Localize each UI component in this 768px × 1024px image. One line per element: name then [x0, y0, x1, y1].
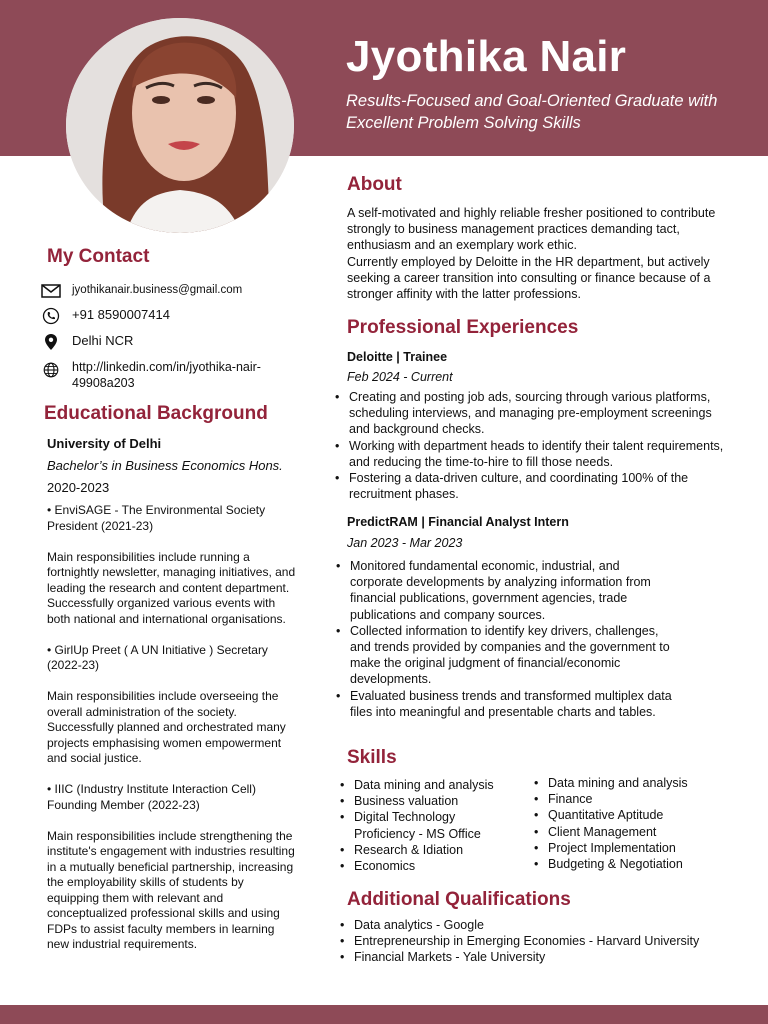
tagline: Results-Focused and Goal-Oriented Graduate with Excellent Problem Solving Skills — [346, 92, 718, 132]
job-date: Jan 2023 - Mar 2023 — [347, 536, 463, 550]
education-years: 2020-2023 — [47, 480, 110, 495]
contact-linkedin[interactable]: http://linkedin.com/in/jyothika-nair-49908a203 — [72, 360, 261, 390]
experience-title: Professional Experiences — [347, 317, 579, 338]
qualification-item: • Data analytics - Google — [334, 917, 744, 933]
mail-icon — [40, 282, 62, 300]
contact-location-row — [40, 333, 292, 351]
contact-email-row — [40, 282, 292, 300]
skill-item: • Digital Technology Proficiency - MS Office — [334, 809, 519, 841]
job-title: Deloitte | Trainee — [347, 350, 448, 364]
skill-item: • Data mining and analysis — [334, 777, 519, 793]
job-title: PredictRAM | Financial Analyst Intern — [347, 515, 569, 529]
footer-band — [0, 1005, 768, 1024]
skill-item: • Quantitative Aptitude — [528, 807, 728, 823]
skill-item: • Client Management — [528, 824, 728, 840]
job-bullet: • Collected information to identify key drivers, challenges, and trends provided by companies and the government to make the original judgment of financial/economic developments. — [332, 623, 672, 688]
education-degree: Bachelor’s in Business Economics Hons. — [47, 458, 283, 473]
job-date: Feb 2024 - Current — [347, 370, 453, 384]
skill-item: • Finance — [528, 791, 728, 807]
contact-linkedin-row — [40, 359, 272, 391]
phone-icon — [40, 307, 62, 325]
job-bullet: • Fostering a data-driven culture, and coordinating 100% of the recruitment phases. — [331, 470, 726, 502]
contact-location: Delhi NCR — [72, 333, 134, 348]
education-block — [47, 436, 297, 953]
activity-detail: Main responsibilities include running a fortnightly newsletter, managing initiatives, and leading the research and content department. Successfully organized various events with both national and international organisations. — [47, 549, 296, 626]
about-text: A self-motivated and highly reliable fresher positioned to contribute strongly to business management practices demanding tact, enthusiasm and an exemplary work ethic. Currently employed by Deloitte in the HR department, but actively seeking a career transition into consulting or finance because of a stronger affinity with the latter professions. — [347, 206, 716, 302]
qualification-item: • Entrepreneurship in Emerging Economies - Harvard University — [334, 933, 744, 949]
skills-list-right — [528, 775, 728, 872]
contact-title: My Contact — [47, 246, 150, 267]
skills-list-left — [334, 777, 519, 874]
activity-detail: Main responsibilities include strengthening the institute's engagement with industries resulting in a mutually beneficial partnership, increasing the employability skills of students by equipping them with relevant and conceptualized professional skills and using FDPs to assist faculty members in learning new industrial requirements. — [47, 828, 295, 951]
job-bullet: • Creating and posting job ads, sourcing through various platforms, scheduling interviews, and managing pre-employment screenings and background checks. — [331, 389, 726, 438]
education-title: Educational Background — [44, 403, 268, 424]
candidate-name: Jyothika Nair — [346, 32, 627, 81]
skill-item: • Economics — [334, 858, 519, 874]
contact-email[interactable]: jyothikanair.business@gmail.com — [72, 284, 243, 296]
skill-item: • Business valuation — [334, 793, 519, 809]
qualifications-list — [334, 917, 744, 966]
location-pin-icon — [40, 333, 62, 351]
globe-icon — [40, 361, 62, 379]
activity-role: • GirlUp Preet ( A UN Initiative ) Secretary (2022-23) — [47, 642, 268, 672]
activity-detail: Main responsibilities include overseeing the overall administration of the society. Successfully planned and orchestrated many projects emphasising women empowerment and social justice. — [47, 689, 286, 765]
skill-item: • Research & Idiation — [334, 842, 519, 858]
skills-title: Skills — [347, 747, 397, 768]
job-bullet: • Evaluated business trends and transformed multiplex data files into meaningful and presentable charts and tables. — [332, 688, 672, 720]
contact-phone-row — [40, 307, 292, 325]
education-school: University of Delhi — [47, 436, 162, 451]
activity-role: • EnviSAGE - The Environmental Society President (2021-23) — [47, 503, 266, 533]
skill-item: • Project Implementation — [528, 840, 728, 856]
job-bullet: • Working with department heads to identify their talent requirements, and reducing the time-to-hire to fill those needs. — [331, 438, 726, 470]
job-bullets — [332, 558, 672, 720]
contact-phone: +91 8590007414 — [72, 307, 170, 322]
job-bullets — [331, 389, 726, 502]
qualification-item: • Financial Markets - Yale University — [334, 949, 744, 965]
skill-item: • Data mining and analysis — [528, 775, 728, 791]
qualifications-title: Additional Qualifications — [347, 889, 571, 910]
profile-photo — [66, 18, 294, 233]
about-title: About — [347, 174, 402, 195]
job-bullet: • Monitored fundamental economic, industrial, and corporate developments by analyzing information from financial publications, government agencies, trade publications and company sources. — [332, 558, 672, 623]
skill-item: • Budgeting & Negotiation — [528, 856, 728, 872]
activity-role: • IIIC (Industry Institute Interaction Cell) Founding Member (2022-23) — [47, 782, 256, 812]
